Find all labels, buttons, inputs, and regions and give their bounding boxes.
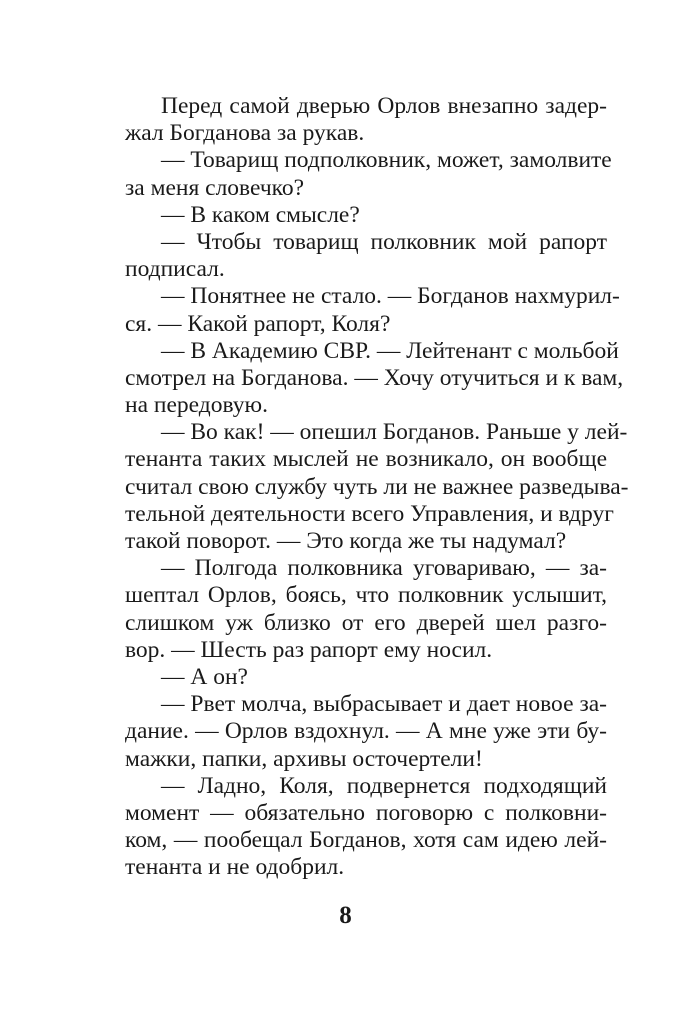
text-line: жал Богданова за рукав.	[125, 120, 365, 147]
text-line: шептал Орлов, боясь, что полковник услышит,	[125, 582, 607, 609]
text-line: считал свою службу чуть ли не важнее разведыва-	[125, 473, 629, 500]
text-line: момент — обязательно поговорю с полковни-	[125, 799, 607, 826]
text-line: — В Академию СВР. — Лейтенант с мольбой	[161, 337, 619, 364]
text-line: мажки, папки, архивы осточертели!	[125, 745, 483, 772]
page-number: 8	[339, 902, 352, 929]
text-line: на передовую.	[125, 392, 268, 419]
text-line: — Во как! — опешил Богданов. Раньше у лей-	[161, 419, 628, 446]
text-line: — Рвет молча, выбрасывает и дает новое за-	[161, 691, 607, 718]
text-line: ся. — Какой рапорт, Коля?	[125, 310, 391, 337]
text-line: смотрел на Богданова. — Хочу отучиться и к вам,	[125, 364, 624, 391]
text-line: тенанта таких мыслей не возникало, он вообще	[125, 446, 607, 473]
text-line: Перед самой дверью Орлов внезапно задер-	[161, 93, 607, 119]
text-line: тенанта и не одобрил.	[125, 854, 345, 881]
text-line: ком, — пообещал Богданов, хотя сам идею лей-	[125, 827, 607, 854]
body-text	[125, 93, 629, 881]
text-line: — Полгода полковника уговариваю, — за-	[161, 555, 607, 582]
text-line: вор. — Шесть раз рапорт ему носил.	[125, 636, 493, 663]
text-line: — Товарищ подполковник, может, замолвите	[161, 147, 612, 174]
text-line: слишком уж близко от его дверей шел разго-	[125, 609, 607, 636]
text-line: подписал.	[125, 256, 225, 283]
text-line: — В каком смысле?	[161, 201, 360, 228]
text-line: — Ладно, Коля, подвернется подходящий	[161, 772, 607, 799]
text-line: — Чтобы товарищ полковник мой рапорт	[161, 228, 607, 255]
text-line: за меня словечко?	[125, 174, 305, 201]
text-line: такой поворот. — Это когда же ты надумал?	[125, 528, 567, 554]
text-line: дание. — Орлов вздохнул. — А мне уже эти бу-	[125, 718, 607, 745]
text-line: — А он?	[161, 663, 248, 690]
text-line: — Понятнее не стало. — Богданов нахмурил-	[161, 283, 620, 310]
text-line: тельной деятельности всего Управления, и вдруг	[125, 500, 614, 527]
